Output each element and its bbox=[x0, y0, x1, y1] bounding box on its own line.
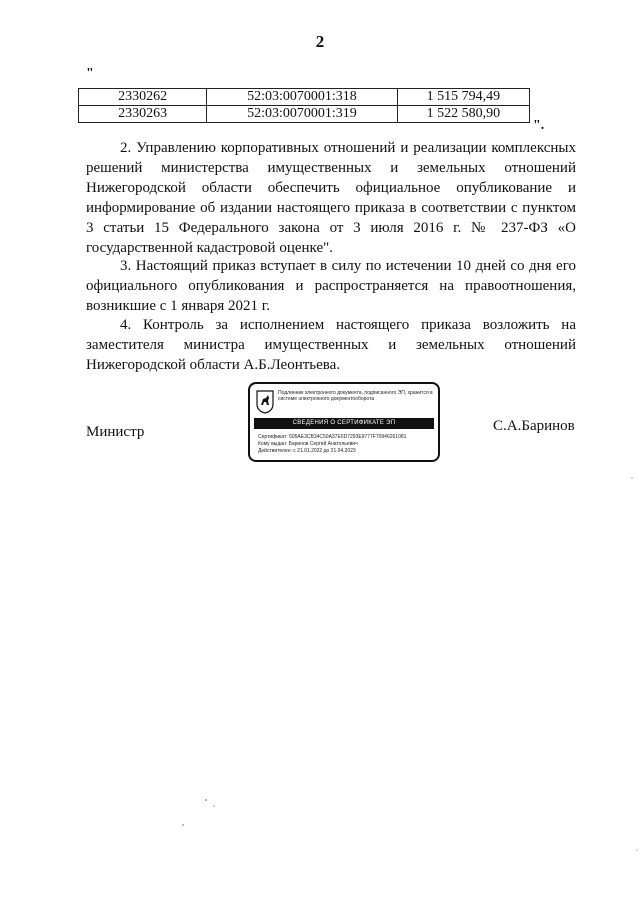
table-cell: 2330262 bbox=[79, 89, 207, 106]
valid-label: Действителен: bbox=[258, 448, 292, 454]
paragraph-effective-date: 3. Настоящий приказ вступает в силу по истечении 10 дней со дня его официального опубликования и распространяется на правоотношения, возникшие с 1 января 2021 г. bbox=[86, 258, 576, 314]
paragraph-publication: 2. Управлению корпоративных отношений и реализации комплексных решений министерства имущественных и земельных отношений Нижегородской области обеспечить официальное опубликование и информирование об издании настоящего приказа в соответствии с пунктом 3 статьи 15 Федерального закона от 3 июля 2016 г. № 237-ФЗ «О государственной кадастровой оценке". bbox=[86, 140, 576, 256]
table-cell: 52:03:0070001:319 bbox=[207, 106, 398, 123]
paragraph-control: 4. Контроль за исполнением настоящего приказа возложить на заместителя министра имущественных и земельных отношений Нижегородской области А.Б.Леонтьева. bbox=[86, 317, 576, 373]
certificate-label: Сертификат: bbox=[258, 434, 288, 440]
stamp-header-text: Подлинник электронного документа, подписанного ЭП, хранится в системе электронного документооборота bbox=[278, 390, 433, 402]
closing-quote: ". bbox=[533, 118, 545, 133]
table-cell: 1 515 794,49 bbox=[397, 89, 529, 106]
table-cell: 1 522 580,90 bbox=[397, 106, 529, 123]
opening-quote: " bbox=[86, 66, 94, 81]
stamp-banner: СВЕДЕНИЯ О СЕРТИФИКАТЕ ЭП bbox=[254, 418, 434, 429]
table-cell: 52:03:0070001:318 bbox=[207, 89, 398, 106]
valid-value: с 21.01.2022 до 21.04.2023 bbox=[293, 448, 356, 454]
signatory-title: Министр bbox=[86, 424, 145, 440]
page-number: 2 bbox=[315, 32, 325, 51]
signatory-name: С.А.Баринов bbox=[493, 418, 575, 434]
certificate-value: 505AE3CB34C50A37E0D7293E9777F70946261081 bbox=[289, 434, 407, 440]
issued-to-label: Кому выдан: bbox=[258, 441, 288, 447]
issued-to-value: Баринов Сергей Анатольевич bbox=[288, 441, 358, 447]
table-cell: 2330263 bbox=[79, 106, 207, 123]
